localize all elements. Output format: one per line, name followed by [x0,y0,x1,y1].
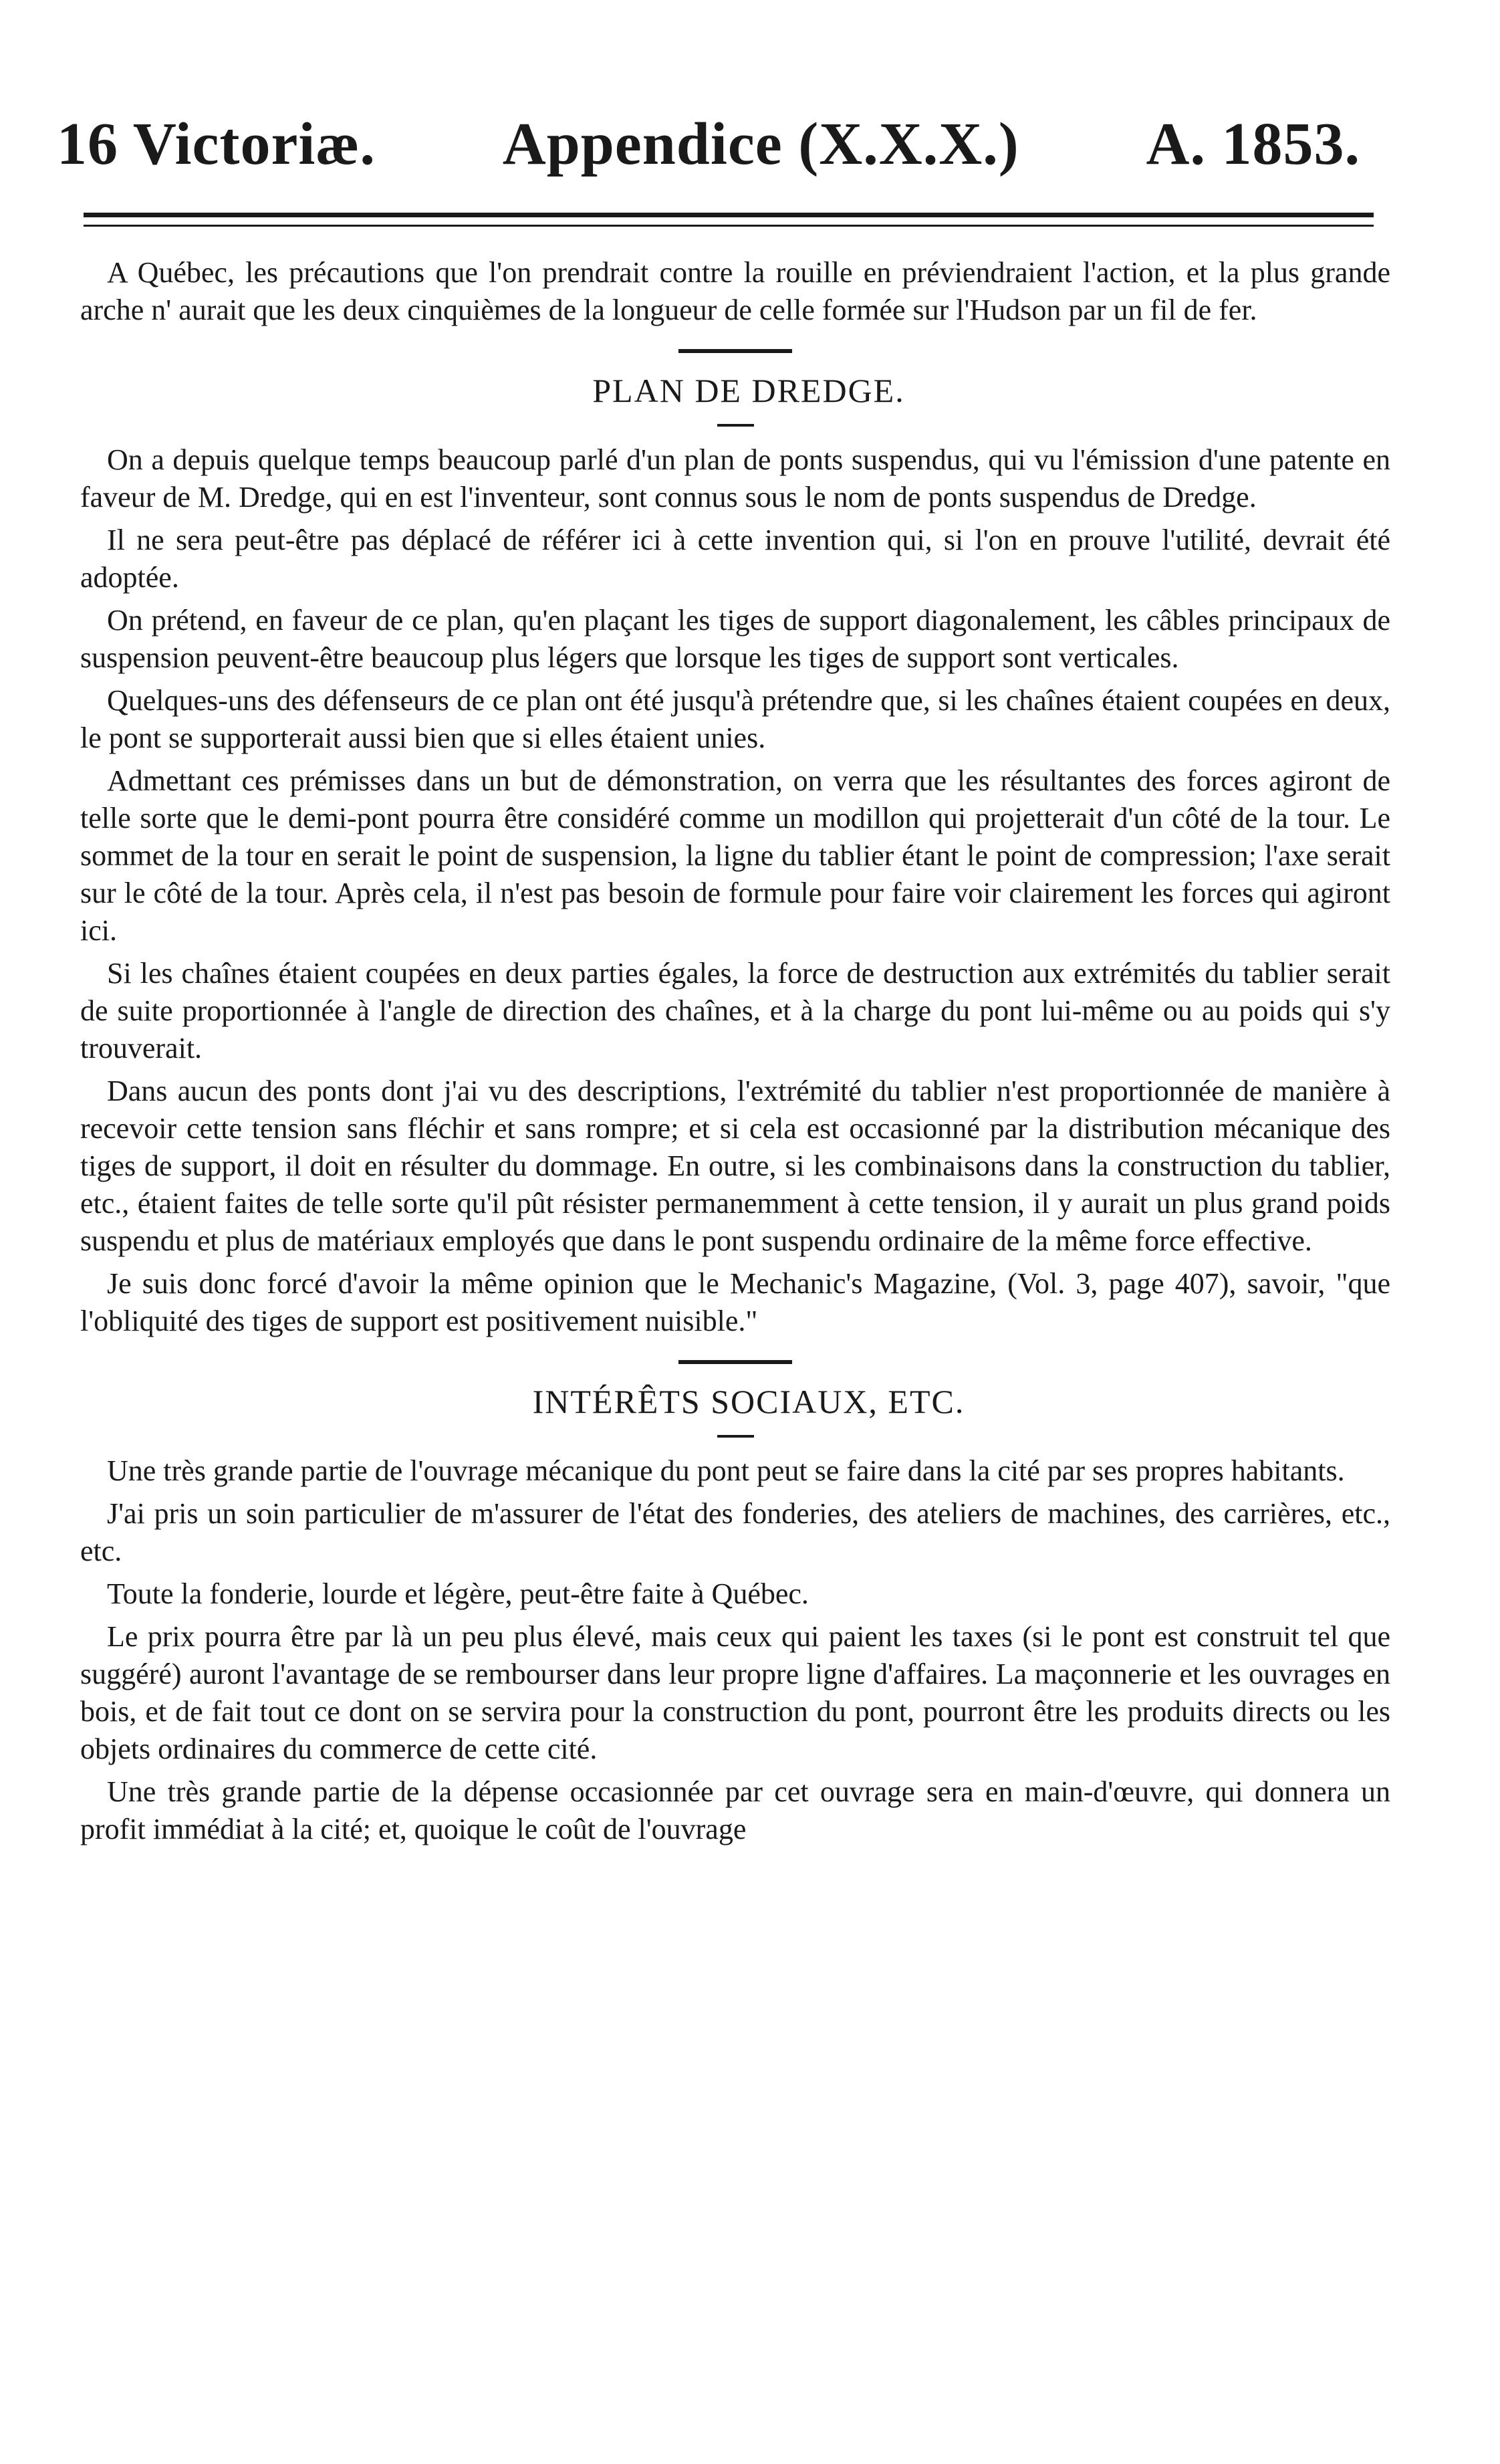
header-session: 16 Victoriæ. [57,110,376,177]
paragraph: Quelques-uns des défenseurs de ce plan ont été jusqu'à prétendre que, si les chaînes étaient coupées en deux, le pont se supporterait aussi bien que si elles étaient unies. [80,684,1390,754]
section-divider [678,349,792,353]
paragraph: Le prix pourra être par là un peu plus élevé, mais ceux qui paient les taxes (si le pont est construit tel que suggéré) auront l'avantage de se rembourser dans leur propre ligne d'affaires. La maçonnerie et les ouvrages en bois, et de fait tout ce dont on se servira pour la construction du pont, pourront être les produits directs ou les objets ordinaires du commerce de cette cité. [80,1620,1390,1765]
paragraph: Une très grande partie de l'ouvrage mécanique du pont peut se faire dans la cité par ses propres habitants. [107,1454,1345,1487]
document-body [80,254,1390,1854]
section-heading-interets: INTÉRÊTS SOCIAUX, ETC. [532,1383,965,1420]
section-divider [678,1360,792,1364]
paragraph: J'ai pris un soin particulier de m'assurer de l'état des fonderies, des ateliers de machines, des carrières, etc., etc. [80,1497,1390,1567]
heading-dash [717,1435,754,1438]
page-header [57,100,1360,187]
intro-paragraph: A Québec, les précautions que l'on prendrait contre la rouille en préviendraient l'action, et la plus grande arche n' aurait que les deux cinquièmes de la longueur de celle formée sur l'Hudson par un fil de fer. [80,256,1390,326]
paragraph: On a depuis quelque temps beaucoup parlé d'un plan de ponts suspendus, qui vu l'émission d'une patente en faveur de M. Dredge, qui en est l'inventeur, sont connus sous le nom de ponts suspendus de Dredge. [80,443,1390,514]
paragraph: Dans aucun des ponts dont j'ai vu des descriptions, l'extrémité du tablier n'est proportionnée de manière à recevoir cette tension sans fléchir et sans rompre; et si cela est occasionné par la distribution mécanique des tiges de support, il doit en résulter du dommage. En outre, si les combinaisons dans la construction du tablier, etc., étaient faites de telle sorte qu'il pût résister permanemment à cette tension, il y aurait un plus grand poids suspendu et plus de matériaux employés que dans le pont suspendu ordinaire de la même force effective. [80,1075,1390,1257]
paragraph: Toute la fonderie, lourde et légère, peut-être faite à Québec. [107,1577,809,1610]
header-rule-thin [84,225,1374,227]
header-rule-thick [84,213,1374,217]
paragraph: Je suis donc forcé d'avoir la même opinion que le Mechanic's Magazine, (Vol. 3, page 407), savoir, "que l'obliquité des tiges de support est positivement nuisible." [80,1267,1390,1337]
paragraph: Une très grande partie de la dépense occasionnée par cet ouvrage sera en main-d'œuvre, qui donnera un profit immédiat à la cité; et, quoique le coût de l'ouvrage [80,1775,1390,1845]
header-year: A. 1853. [1146,110,1360,177]
header-appendix: Appendice (X.X.X.) [502,110,1019,177]
heading-dash [717,424,754,427]
section-heading-dredge: PLAN DE DREDGE. [592,372,905,409]
paragraph: Si les chaînes étaient coupées en deux parties égales, la force de destruction aux extrémités du tablier serait de suite proportionnée à l'angle de direction des chaînes, et à la charge du pont lui-même ou au poids qui s'y trouverait. [80,957,1390,1065]
paragraph: Admettant ces prémisses dans un but de démonstration, on verra que les résultantes des forces agiront de telle sorte que le demi-pont pourra être considéré comme un modillon qui projetterait d'un côté de la tour. Le sommet de la tour en serait le point de suspension, la ligne du tablier étant le point de compression; l'axe serait sur le côté de la tour. Après cela, il n'est pas besoin de formule pour faire voir clairement les forces qui agiront ici. [80,764,1390,947]
paragraph: Il ne sera peut-être pas déplacé de référer ici à cette invention qui, si l'on en prouve l'utilité, devrait été adoptée. [80,524,1390,594]
paragraph: On prétend, en faveur de ce plan, qu'en plaçant les tiges de support diagonalement, les câbles principaux de suspension peuvent-être beaucoup plus légers que lorsque les tiges de support sont verticales. [80,604,1390,674]
